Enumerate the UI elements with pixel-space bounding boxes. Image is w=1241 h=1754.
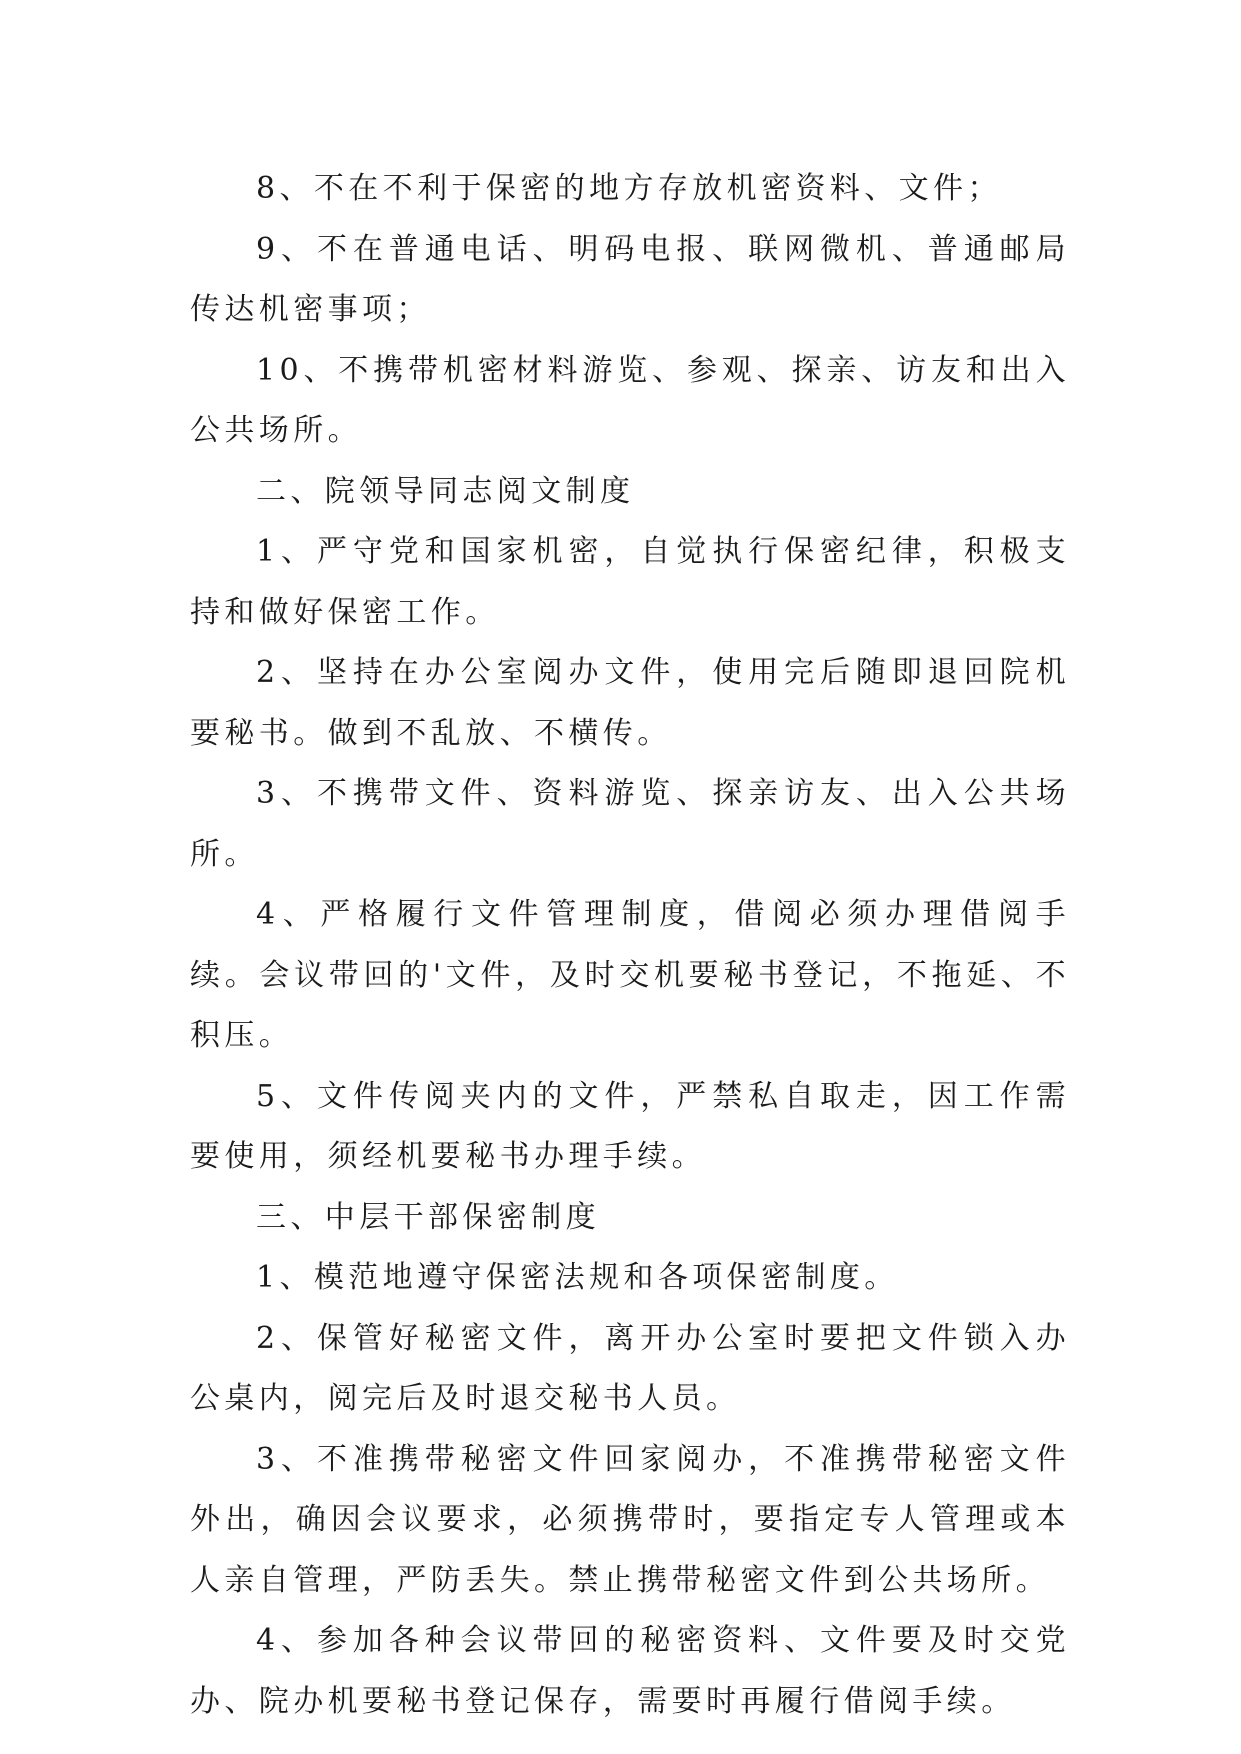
section-heading-2: 二、院领导同志阅文制度 (256, 473, 635, 509)
paragraph-leader-3: 3、不携带文件、资料游览、探亲访友、出入公共场所。 (190, 776, 1070, 872)
paragraph-cadre-3: 3、不准携带秘密文件回家阅办，不准携带秘密文件外出，确因会议要求，必须携带时，要指定专人管理或本人亲自管理，严防丢失。禁止携带秘密文件到公共场所。 (190, 1441, 1070, 1598)
document-body (190, 159, 1070, 1732)
paragraph-cadre-4: 4、参加各种会议带回的秘密资料、文件要及时交党办、院办机要秘书登记保存，需要时再履行借阅手续。 (190, 1623, 1070, 1719)
paragraph-cadre-2: 2、保管好秘密文件，离开办公室时要把文件锁入办公桌内，阅完后及时退交秘书人员。 (190, 1320, 1070, 1416)
paragraph-leader-2: 2、坚持在办公室阅办文件，使用完后随即退回院机要秘书。做到不乱放、不横传。 (190, 655, 1070, 751)
paragraph-leader-4: 4、严格履行文件管理制度，借阅必须办理借阅手续。会议带回的'文件，及时交机要秘书登记，不拖延、不积压。 (190, 897, 1070, 1053)
paragraph-item-8: 8、不在不利于保密的地方存放机密资料、文件； (256, 171, 1002, 206)
section-heading-3: 三、中层干部保密制度 (256, 1199, 600, 1235)
paragraph-item-10: 10、不携带机密材料游览、参观、探亲、访友和出入公共场所。 (190, 352, 1070, 448)
paragraph-item-9: 9、不在普通电话、明码电报、联网微机、普通邮局传达机密事项； (190, 231, 1070, 327)
paragraph-leader-1: 1、严守党和国家机密，自觉执行保密纪律，积极支持和做好保密工作。 (190, 534, 1070, 630)
paragraph-leader-5: 5、文件传阅夹内的文件，严禁私自取走，因工作需要使用，须经机要秘书办理手续。 (190, 1078, 1070, 1174)
paragraph-cadre-1: 1、模范地遵守保密法规和各项保密制度。 (256, 1260, 899, 1295)
